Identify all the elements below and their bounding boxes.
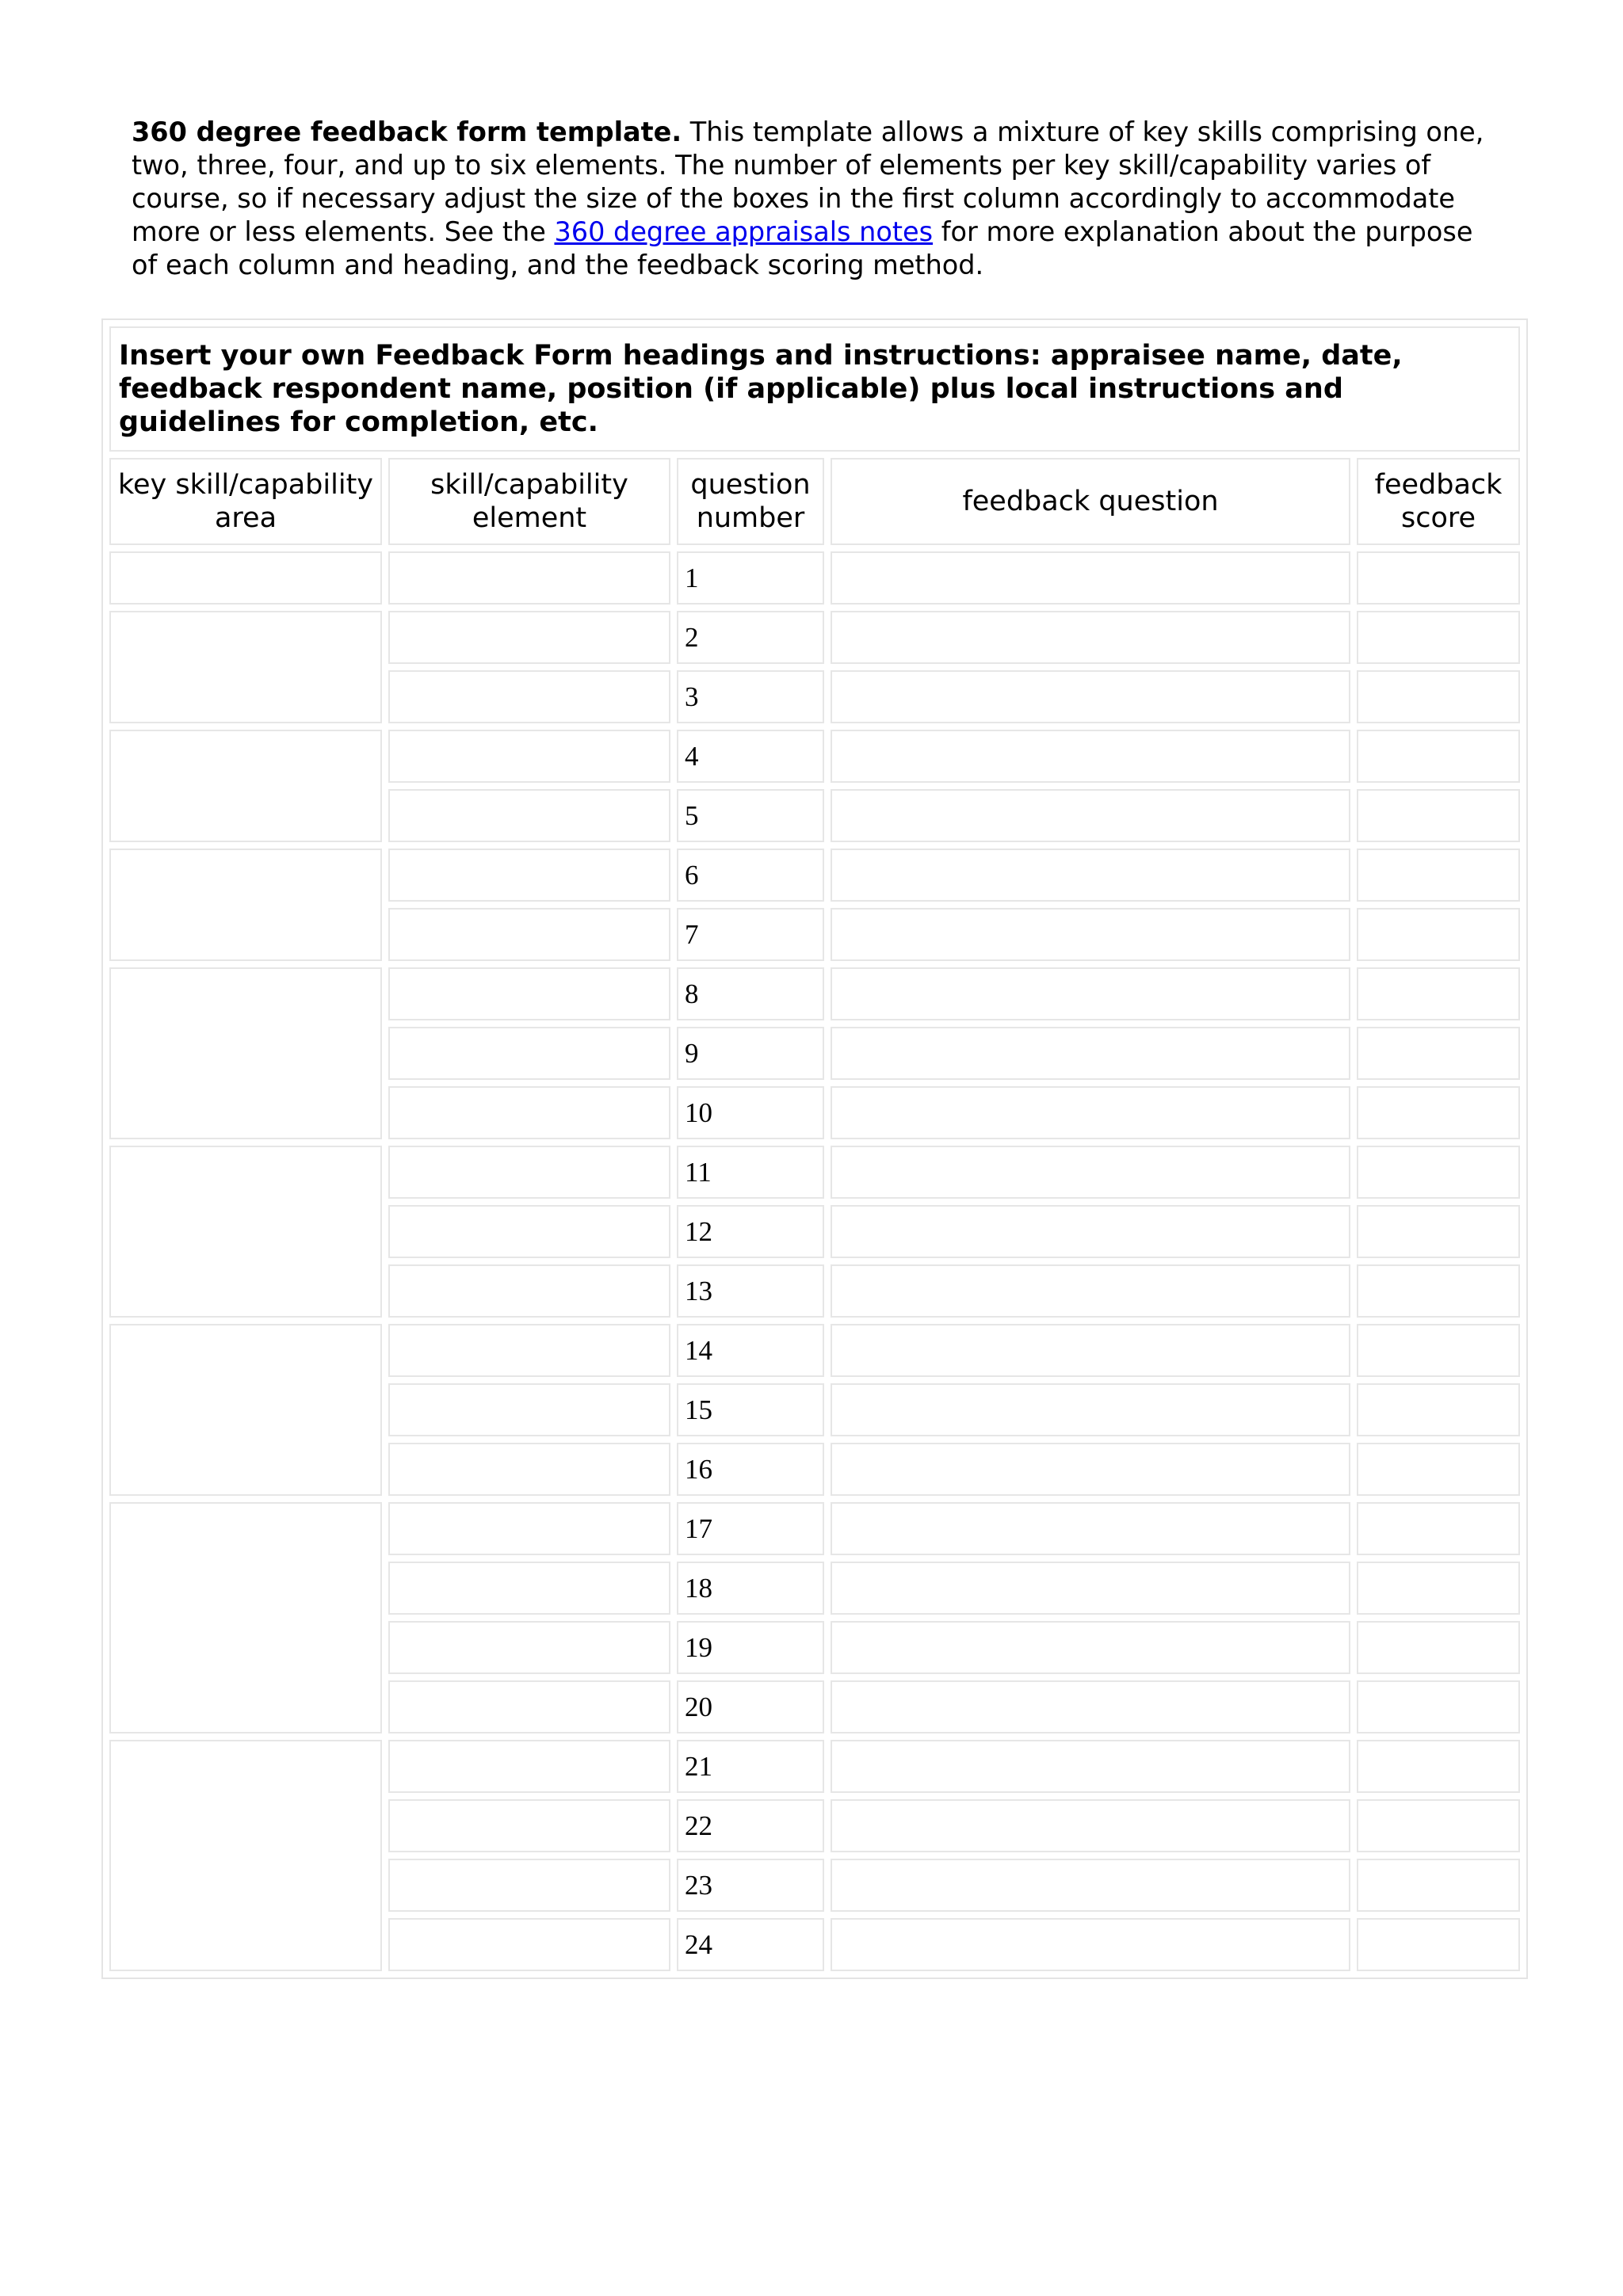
feedback-question-cell[interactable] bbox=[831, 1383, 1350, 1436]
question-number-cell: 17 bbox=[677, 1502, 824, 1555]
skill-element-cell[interactable] bbox=[388, 1918, 670, 1971]
question-number-cell: 12 bbox=[677, 1205, 824, 1258]
feedback-form-table bbox=[101, 318, 1528, 1979]
skill-element-cell[interactable] bbox=[388, 1621, 670, 1674]
key-skill-cell[interactable] bbox=[109, 849, 382, 961]
feedback-score-cell[interactable] bbox=[1357, 1562, 1520, 1615]
header-feedback-score: feedback score bbox=[1357, 458, 1520, 545]
header-question-number: question number bbox=[677, 458, 824, 545]
feedback-question-cell[interactable] bbox=[831, 849, 1350, 902]
feedback-score-cell[interactable] bbox=[1357, 967, 1520, 1020]
feedback-question-cell[interactable] bbox=[831, 1443, 1350, 1496]
question-row bbox=[109, 1324, 1520, 1377]
feedback-score-cell[interactable] bbox=[1357, 1859, 1520, 1912]
feedback-question-cell[interactable] bbox=[831, 1680, 1350, 1733]
feedback-score-cell[interactable] bbox=[1357, 1324, 1520, 1377]
feedback-question-cell[interactable] bbox=[831, 1799, 1350, 1852]
skill-element-cell[interactable] bbox=[388, 1799, 670, 1852]
question-number-cell: 1 bbox=[677, 551, 824, 605]
question-number-cell: 16 bbox=[677, 1443, 824, 1496]
skill-element-cell[interactable] bbox=[388, 967, 670, 1020]
feedback-question-cell[interactable] bbox=[831, 670, 1350, 723]
skill-element-cell[interactable] bbox=[388, 1264, 670, 1318]
intro-text: This template allows a mixture of key skills comprising one, two, three, four, and up to six elements. The number of elements per key skill/capability varies of course, so if necessary adjust the size of the boxes in the first column accordingly to accommodate more or less elements. See the bbox=[132, 116, 1484, 247]
question-number-cell: 11 bbox=[677, 1146, 824, 1199]
feedback-score-cell[interactable] bbox=[1357, 670, 1520, 723]
question-number-cell: 2 bbox=[677, 611, 824, 664]
feedback-question-cell[interactable] bbox=[831, 1562, 1350, 1615]
feedback-question-cell[interactable] bbox=[831, 1205, 1350, 1258]
feedback-score-cell[interactable] bbox=[1357, 1918, 1520, 1971]
skill-element-cell[interactable] bbox=[388, 1205, 670, 1258]
skill-element-cell[interactable] bbox=[388, 670, 670, 723]
skill-element-cell[interactable] bbox=[388, 908, 670, 961]
intro-paragraph bbox=[132, 116, 1495, 282]
question-row bbox=[109, 551, 1520, 605]
question-number-cell: 6 bbox=[677, 849, 824, 902]
feedback-question-cell[interactable] bbox=[831, 789, 1350, 842]
feedback-question-cell[interactable] bbox=[831, 1086, 1350, 1139]
feedback-score-cell[interactable] bbox=[1357, 1443, 1520, 1496]
feedback-question-cell[interactable] bbox=[831, 551, 1350, 605]
skill-element-cell[interactable] bbox=[388, 789, 670, 842]
feedback-question-cell[interactable] bbox=[831, 1146, 1350, 1199]
question-number-cell: 5 bbox=[677, 789, 824, 842]
feedback-question-cell[interactable] bbox=[831, 1502, 1350, 1555]
question-row bbox=[109, 849, 1520, 902]
question-row bbox=[109, 1740, 1520, 1793]
key-skill-cell[interactable] bbox=[109, 611, 382, 723]
question-number-cell: 8 bbox=[677, 967, 824, 1020]
feedback-score-cell[interactable] bbox=[1357, 908, 1520, 961]
intro-text-end: for more explanation about the purpose of each column and heading, and the feedback scoring method. bbox=[132, 216, 1473, 280]
feedback-score-cell[interactable] bbox=[1357, 611, 1520, 664]
question-number-cell: 20 bbox=[677, 1680, 824, 1733]
question-number-cell: 22 bbox=[677, 1799, 824, 1852]
feedback-question-cell[interactable] bbox=[831, 611, 1350, 664]
feedback-question-cell[interactable] bbox=[831, 908, 1350, 961]
skill-element-cell[interactable] bbox=[388, 1027, 670, 1080]
feedback-score-cell[interactable] bbox=[1357, 1205, 1520, 1258]
key-skill-cell[interactable] bbox=[109, 1740, 382, 1971]
intro-title: 360 degree feedback form template. bbox=[132, 116, 682, 147]
question-row bbox=[109, 730, 1520, 783]
skill-element-cell[interactable] bbox=[388, 1443, 670, 1496]
question-number-cell: 19 bbox=[677, 1621, 824, 1674]
key-skill-cell[interactable] bbox=[109, 967, 382, 1139]
appraisals-notes-link[interactable]: 360 degree appraisals notes bbox=[554, 216, 934, 247]
key-skill-cell[interactable] bbox=[109, 1502, 382, 1733]
skill-element-cell[interactable] bbox=[388, 1502, 670, 1555]
form-instructions: Insert your own Feedback Form headings and instructions: appraisee name, date, feedback respondent name, position (if applicable) plus local instructions and guidelines for completion, etc. bbox=[109, 326, 1520, 452]
question-number-cell: 14 bbox=[677, 1324, 824, 1377]
skill-element-cell[interactable] bbox=[388, 551, 670, 605]
skill-element-cell[interactable] bbox=[388, 1146, 670, 1199]
question-number-cell: 21 bbox=[677, 1740, 824, 1793]
question-number-cell: 4 bbox=[677, 730, 824, 783]
key-skill-cell[interactable] bbox=[109, 551, 382, 605]
feedback-score-cell[interactable] bbox=[1357, 1264, 1520, 1318]
skill-element-cell[interactable] bbox=[388, 1562, 670, 1615]
key-skill-cell[interactable] bbox=[109, 1146, 382, 1318]
feedback-question-cell[interactable] bbox=[831, 1027, 1350, 1080]
header-feedback-question: feedback question bbox=[831, 458, 1350, 545]
skill-element-cell[interactable] bbox=[388, 730, 670, 783]
skill-element-cell[interactable] bbox=[388, 1680, 670, 1733]
feedback-question-cell[interactable] bbox=[831, 1264, 1350, 1318]
header-key-skill: key skill/capability area bbox=[109, 458, 382, 545]
header-skill-element: skill/capability element bbox=[388, 458, 670, 545]
feedback-question-cell[interactable] bbox=[831, 1324, 1350, 1377]
feedback-score-cell[interactable] bbox=[1357, 730, 1520, 783]
question-number-cell: 9 bbox=[677, 1027, 824, 1080]
question-row bbox=[109, 1146, 1520, 1199]
feedback-score-cell[interactable] bbox=[1357, 551, 1520, 605]
skill-element-cell[interactable] bbox=[388, 1383, 670, 1436]
feedback-question-cell[interactable] bbox=[831, 730, 1350, 783]
feedback-question-cell[interactable] bbox=[831, 1859, 1350, 1912]
question-number-cell: 10 bbox=[677, 1086, 824, 1139]
question-row bbox=[109, 1502, 1520, 1555]
question-number-cell: 3 bbox=[677, 670, 824, 723]
feedback-score-cell[interactable] bbox=[1357, 1680, 1520, 1733]
question-number-cell: 24 bbox=[677, 1918, 824, 1971]
feedback-score-cell[interactable] bbox=[1357, 1146, 1520, 1199]
skill-element-cell[interactable] bbox=[388, 1324, 670, 1377]
feedback-score-cell[interactable] bbox=[1357, 1621, 1520, 1674]
feedback-score-cell[interactable] bbox=[1357, 1502, 1520, 1555]
question-number-cell: 18 bbox=[677, 1562, 824, 1615]
question-row bbox=[109, 967, 1520, 1020]
skill-element-cell[interactable] bbox=[388, 849, 670, 902]
feedback-score-cell[interactable] bbox=[1357, 1740, 1520, 1793]
skill-element-cell[interactable] bbox=[388, 1740, 670, 1793]
question-number-cell: 15 bbox=[677, 1383, 824, 1436]
skill-element-cell[interactable] bbox=[388, 1859, 670, 1912]
feedback-question-cell[interactable] bbox=[831, 1740, 1350, 1793]
feedback-question-cell[interactable] bbox=[831, 1918, 1350, 1971]
question-number-cell: 23 bbox=[677, 1859, 824, 1912]
question-number-cell: 13 bbox=[677, 1264, 824, 1318]
key-skill-cell[interactable] bbox=[109, 730, 382, 842]
feedback-score-cell[interactable] bbox=[1357, 1799, 1520, 1852]
question-number-cell: 7 bbox=[677, 908, 824, 961]
feedback-score-cell[interactable] bbox=[1357, 849, 1520, 902]
skill-element-cell[interactable] bbox=[388, 1086, 670, 1139]
feedback-question-cell[interactable] bbox=[831, 967, 1350, 1020]
key-skill-cell[interactable] bbox=[109, 1324, 382, 1496]
feedback-score-cell[interactable] bbox=[1357, 1027, 1520, 1080]
feedback-score-cell[interactable] bbox=[1357, 1383, 1520, 1436]
question-row bbox=[109, 611, 1520, 664]
feedback-score-cell[interactable] bbox=[1357, 1086, 1520, 1139]
feedback-question-cell[interactable] bbox=[831, 1621, 1350, 1674]
feedback-score-cell[interactable] bbox=[1357, 789, 1520, 842]
skill-element-cell[interactable] bbox=[388, 611, 670, 664]
